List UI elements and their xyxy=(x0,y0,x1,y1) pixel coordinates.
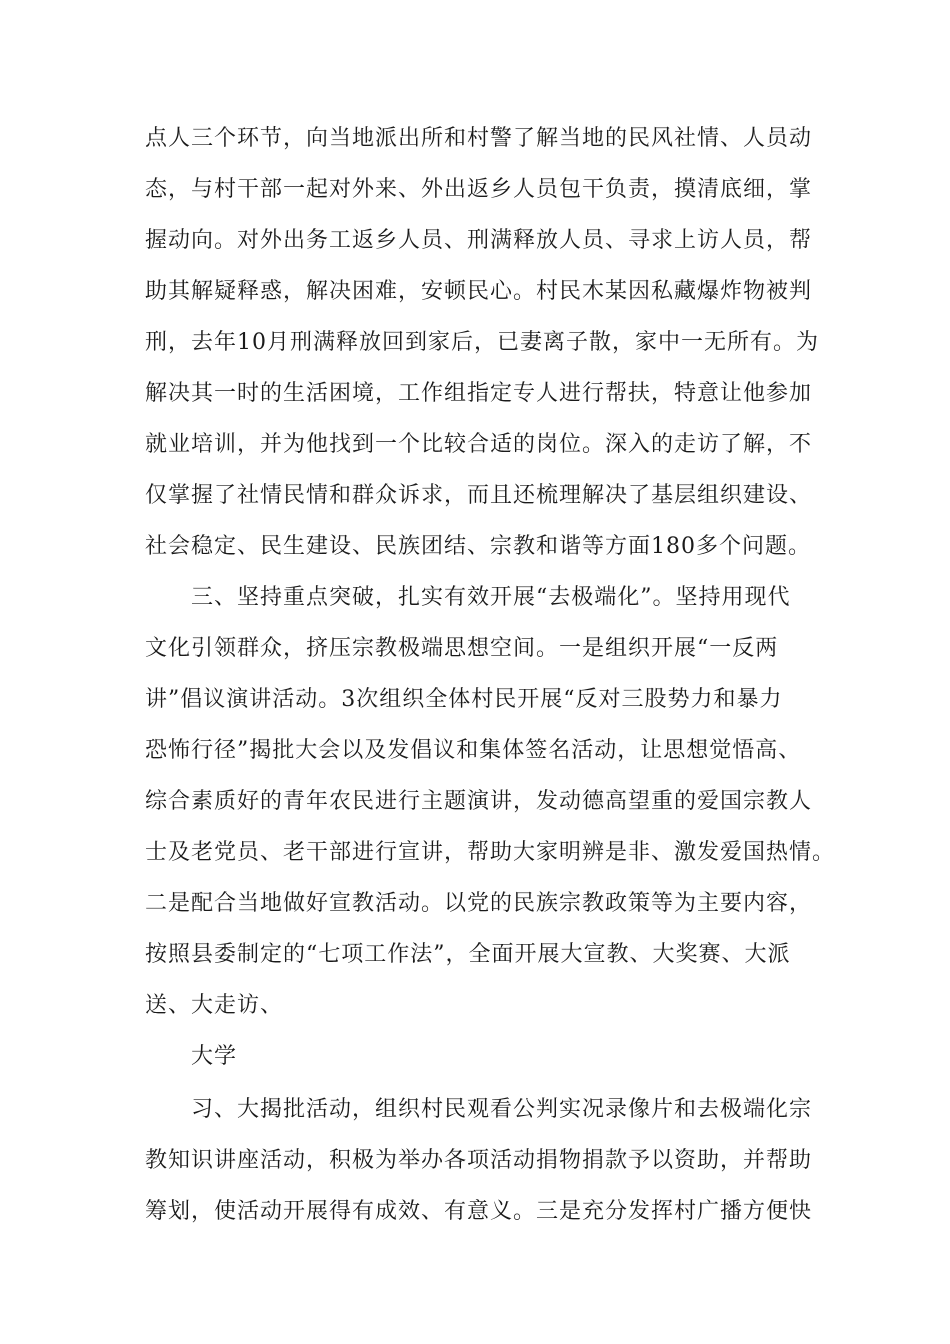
text-line: 综合素质好的青年农民进行主题演讲，发动德高望重的爱国宗教人 xyxy=(145,789,813,814)
text-line: 握动向。对外出务工返乡人员、刑满释放人员、寻求上访人员，帮 xyxy=(145,228,813,253)
text-line: 教知识讲座活动，积极为举办各项活动捐物捐款予以资助，并帮助 xyxy=(145,1148,813,1173)
text-line: 解决其一时的生活困境，工作组指定专人进行帮扶，特意让他参加 xyxy=(145,381,813,406)
text-line: 恐怖行径”揭批大会以及发倡议和集体签名活动，让思想觉悟高、 xyxy=(145,738,802,763)
text-line: 态，与村干部一起对外来、外出返乡人员包干负责，摸清底细，掌 xyxy=(145,177,813,202)
text-line: 筹划，使活动开展得有成效、有意义。三是充分发挥村广播方便快 xyxy=(145,1199,813,1224)
text-line: 士及老党员、老干部进行宣讲，帮助大家明辨是非、激发爱国热情。 xyxy=(145,840,836,865)
text-line: 助其解疑释惑，解决困难，安顿民心。村民木某因私藏爆炸物被判 xyxy=(145,279,813,304)
text-line: 送、大走访、 xyxy=(145,993,284,1018)
text-line: 按照县委制定的“七项工作法”，全面开展大宣教、大奖赛、大派 xyxy=(145,942,791,967)
text-line: 文化引领群众，挤压宗教极端思想空间。一是组织开展“一反两 xyxy=(145,636,779,661)
text-line: 讲”倡议演讲活动。3次组织全体村民开展“反对三股势力和暴力 xyxy=(145,687,783,712)
text-line: 就业培训，并为他找到一个比较合适的岗位。深入的走访了解，不 xyxy=(145,432,813,457)
text-line: 习、大揭批活动，组织村民观看公判实况录像片和去极端化宗 xyxy=(191,1097,813,1122)
text-line: 二是配合当地做好宣教活动。以党的民族宗教政策等为主要内容， xyxy=(145,891,813,916)
text-line: 刑，去年10月刑满释放回到家后，已妻离子散，家中一无所有。为 xyxy=(145,330,819,355)
text-line: 点人三个环节，向当地派出所和村警了解当地的民风社情、人员动 xyxy=(145,126,813,151)
text-line: 社会稳定、民生建设、民族团结、宗教和谐等方面180多个问题。 xyxy=(145,534,811,559)
section-heading-line: 三、坚持重点突破，扎实有效开展“去极端化”。坚持用现代 xyxy=(191,585,791,610)
text-line: 大学 xyxy=(191,1044,238,1069)
text-line: 仅掌握了社情民情和群众诉求，而且还梳理解决了基层组织建设、 xyxy=(145,483,813,508)
